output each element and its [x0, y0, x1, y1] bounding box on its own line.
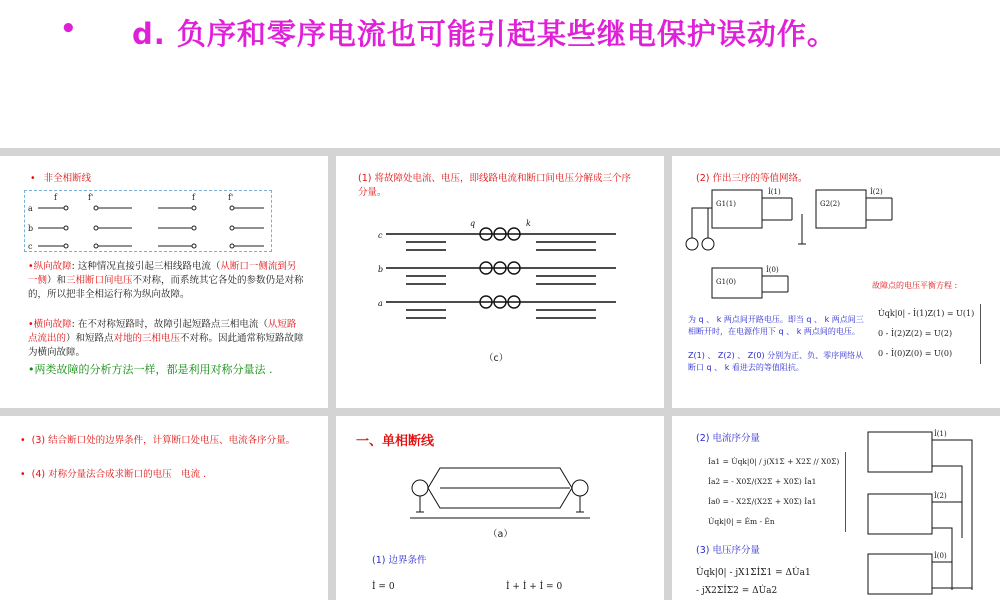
voltage-eq-1: U̇qk|0| - jX1ΣİΣ1 = ΔU̇a1 [696, 568, 811, 578]
phase-letter-c: c [378, 231, 383, 240]
slide-thumbnail-6[interactable] [672, 416, 1000, 600]
sequence-decomposition-figure [376, 216, 626, 346]
impedance-desc: Z(1) 、 Z(2) 、 Z(0) 分别为正、负、零序网络从断口 q 、 k 看进去的等值阻抗。 [688, 351, 864, 372]
voltage-sequence-heading: (3) 电压序分量 [696, 545, 760, 556]
boundary-eq-left: İ = 0 [372, 582, 395, 592]
break-label-f1: f [54, 193, 57, 202]
balance-equations [878, 304, 981, 364]
phase-letter-a: a [378, 299, 383, 308]
net-label-i0: İ(0) [766, 266, 779, 274]
slide-thumbnail-4[interactable] [0, 416, 328, 600]
slide-sorter-grid [0, 148, 1000, 600]
sequence-network-connection-diagram [862, 426, 992, 600]
net-label-g1: G1(1) [716, 200, 736, 208]
slide-bullet: • [60, 14, 77, 44]
transverse-fault-text: •横向故障: 在不对称短路时，故障引起短路点三相电流（从短路点流出的）和短路点对地的三相电压不对称。因此通常称短路故障为横向故障。 [28, 319, 304, 358]
break-label-f2p: f' [228, 193, 234, 202]
node-q-label: q [470, 219, 476, 228]
net6-label-i1: İ(1) [934, 430, 947, 438]
current-sequence-equations [708, 452, 846, 532]
step3-item: • (3) 结合断口处的边界条件，计算断口处电压、电流各序分量。 [20, 435, 296, 446]
three-phase-break-diagram [24, 190, 274, 254]
net-label-i1: İ(1) [768, 188, 781, 196]
voltage-sequence-equations [696, 564, 811, 600]
break-label-f2: f [192, 193, 195, 202]
thumb2-heading: (1) 将故障处电流、电压，即线路电流和断口间电压分解成三个序分量。 [358, 173, 631, 198]
current-eq-3: İa0 = - X2Σ/(X2Σ + X0Σ) İa1 [708, 497, 817, 506]
balance-equation-title: 故障点的电压平衡方程 : [872, 281, 958, 290]
figure-caption-c: （c） [484, 353, 509, 364]
sequence-networks-diagram [682, 186, 902, 306]
single-phase-break-diagram [406, 454, 596, 524]
thumb3-heading: (2) 作出三序的等值网络。 [696, 173, 808, 184]
net-label-i2: İ(2) [870, 188, 883, 196]
node-k-label: k [526, 219, 531, 228]
net6-label-i2: İ(2) [934, 492, 947, 500]
open-circuit-voltage-desc: 为 q 、 k 两点间开路电压。即当 q 、 k 两点间三相断开时，在电源作用下 q 、 k 两点间的电压。 [688, 315, 864, 336]
net6-label-i0: İ(0) [934, 552, 947, 560]
slide-thumbnail-3[interactable] [672, 156, 1000, 408]
figure-caption-a: （a） [488, 529, 513, 540]
slide-thumbnail-5[interactable] [336, 416, 664, 600]
longitudinal-fault-text: •纵向故障: 这种情况直接引起三相线路电流（从断口一侧流到另一侧）和三相断口间电压不对称，而系统其它各处的参数仍是对称的，所以把非全相运行称为纵向故障。 [28, 261, 304, 300]
boundary-condition-label: (1) 边界条件 [372, 555, 427, 566]
balance-eq-2: 0 - İ(2)Z(2) = U(2) [878, 329, 953, 338]
phase-label-c: c [28, 242, 33, 251]
thumb1-heading: • 非全相断线 [30, 173, 92, 184]
current-eq-2: İa2 = - X0Σ/(X2Σ + X0Σ) İa1 [708, 477, 817, 486]
break-label-f1p: f' [88, 193, 94, 202]
boundary-eq-right: İ + İ + İ = 0 [506, 582, 563, 592]
step4-item: • (4) 对称分量法合成求断口的电压 电流 . [20, 469, 207, 480]
current-eq-1: İa1 = U̇qk|0| / j(X1Σ + X2Σ // X0Σ) [708, 457, 840, 466]
phase-letter-b: b [378, 265, 384, 274]
thumb6-heading: (2) 电流序分量 [696, 433, 760, 444]
phase-label-b: b [28, 224, 34, 233]
method-summary-text: •两类故障的分析方法一样，都是利用对称分量法 . [28, 363, 273, 376]
current-eq-4: U̇qk|0| = Ėm - Ėn [708, 517, 775, 526]
net-label-g2: G2(2) [820, 200, 840, 208]
net-label-g0: G1(0) [716, 278, 736, 286]
slide-title[interactable]: d. 负序和零序电流也可能引起某些继电保护误动作。 [132, 17, 837, 51]
thumb5-heading: 一、单相断线 [356, 434, 435, 449]
balance-eq-3: 0 - İ(0)Z(0) = U(0) [878, 349, 953, 358]
voltage-eq-2: - jX2ΣİΣ2 = ΔU̇a2 [696, 586, 778, 596]
slide-thumbnail-2[interactable] [336, 156, 664, 408]
phase-label-a: a [28, 204, 33, 213]
main-slide[interactable] [0, 0, 1000, 148]
balance-eq-1: U̇qk|0| - İ(1)Z(1) = U(1) [878, 309, 975, 318]
slide-thumbnail-1[interactable] [0, 156, 328, 408]
